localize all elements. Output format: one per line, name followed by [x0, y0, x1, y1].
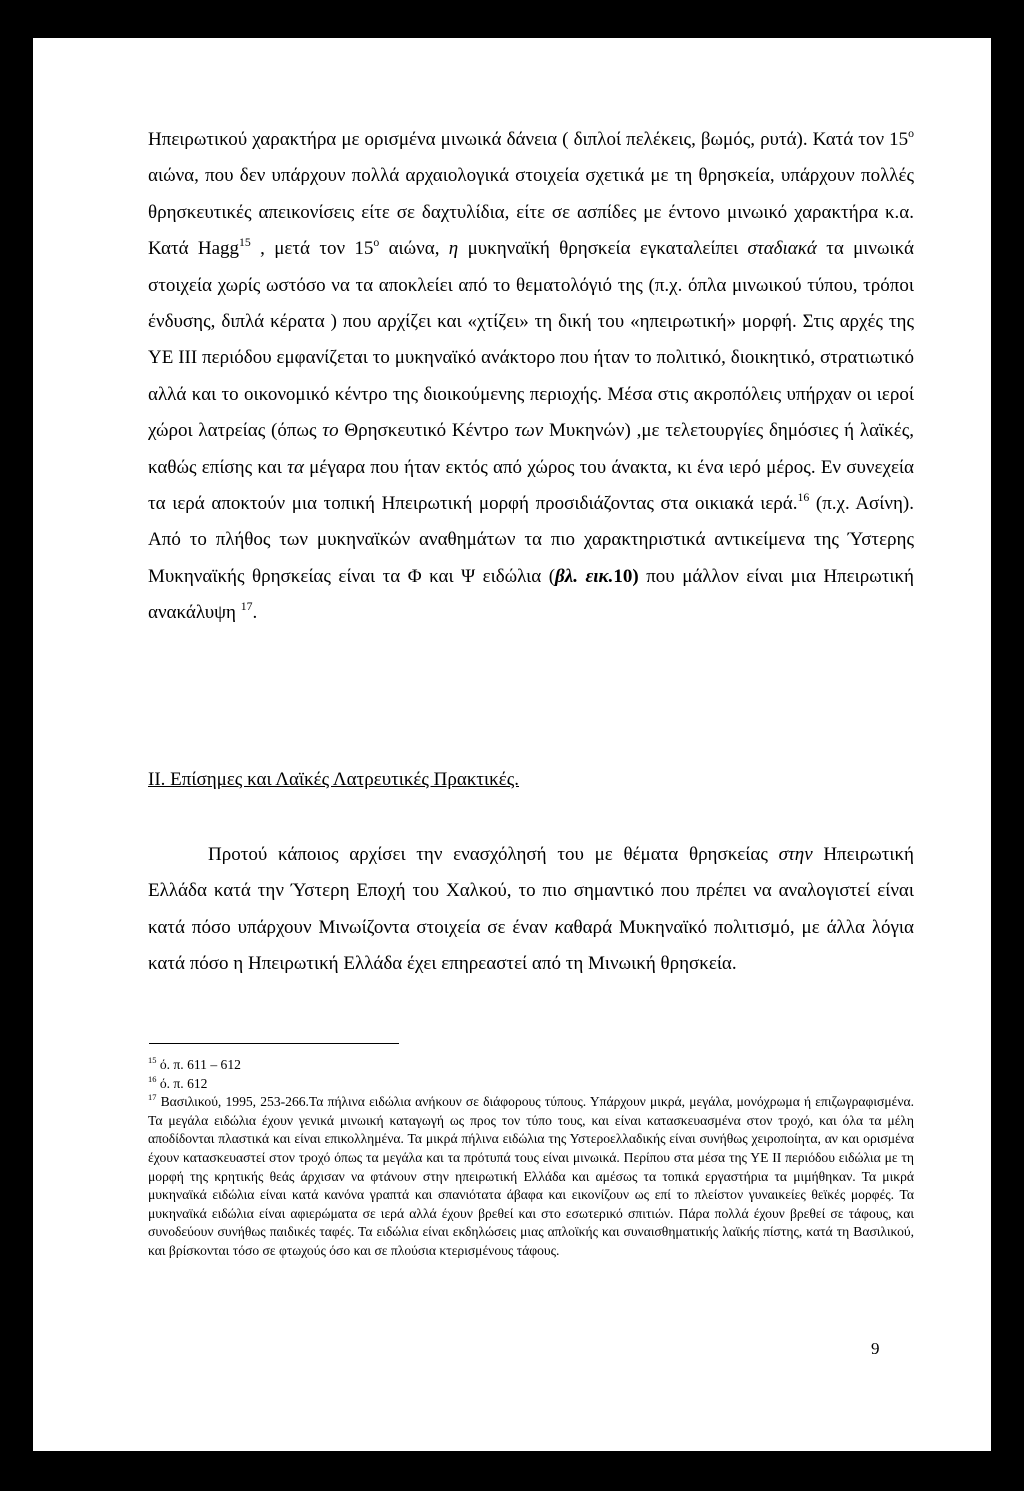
page-number: 9 [871, 1339, 880, 1358]
bold-run: 10) [613, 565, 639, 587]
text-run: Προτού κάποιος αρχίσει την ενασχόλησή του με θέματα θρησκείας [208, 844, 779, 865]
text-run: που μάλλον είναι μια Ηπειρωτική ανακάλυψη [148, 565, 914, 624]
text-run: Μυκηνών) ,με τελετουργίες δημόσιες ή λαϊκές, καθώς επίσης και [148, 420, 914, 478]
body-paragraph-2 [148, 837, 914, 983]
footnote-text: Βασιλικού, 1995, 253-266.Τα πήλινα ειδώλια ανήκουν σε διάφορους τύπους. Υπάρχουν μικρά, μεγάλα, μονόχρωμα ή επιζωγραφισμένα. Τα μεγάλα ειδώλια έχουν γενικά μινωική καταγωγή ως προς τον τύπο τους, και είναι κατασκευασμένα στον τροχό, και όλα τα μέλη αποδίδονται πλαστικά και είναι επικολλημένα. Τα μικρά πήλινα ειδώλια της Υστεροελλαδικής είναι συνήθως χειροποίητα, αν και ορισμένα έχουν κατασκευαστεί στον τροχό όπως τα μεγάλα και τα πρότυπά τους είναι μινωικά. Περίπου στα μέσα της ΥΕ ΙΙ περιόδου ειδώλια με τη μορφή της κρητικής θεάς άρχισαν να φτάνουν στην ηπειρωτική Ελλάδα και αμέσως τα τοπικά εργαστήρια τα μιμήθηκαν. Τα μικρά μυκηναϊκά ειδώλια είναι κατά κανόνα γραπτά και σπανιότατα άβαφα και εικονίζουν ως επί το πλείστον γυναικείες θεϊκές μορφές. Τα μυκηναϊκά ειδώλια είναι αφιερώματα σε ιερά αλλά έχουν βρεθεί και στο εσωτερικό σπιτιών. Πάρα πολλά έχουν βρεθεί σε τάφους, και συνοδεύουν συνήθως παιδικές ταφές. Τα ειδώλια είναι εκδηλώσεις μιας απλοϊκής και συναισθηματικής λαϊκής πίστης, κατά τη Βασιλικού, και βρίσκονται τόσο σε φτωχούς όσο και σε πλούσια κτερισμένους τάφους. [148, 1094, 914, 1258]
footnote-text: ό. π. 612 [156, 1075, 208, 1091]
footnote-number: 15 [148, 1055, 157, 1066]
footnote-ref-16: 16 [797, 490, 810, 504]
text-run: αιώνα, [379, 238, 449, 260]
ordinal-superscript: ο [373, 235, 380, 249]
text-run: , μετά τον 15 [250, 238, 374, 260]
text-run: Ηπειρωτικού χαρακτήρα με ορισμένα μινωικά δάνεια ( διπλοί πελέκεις, βωμός, ρυτά). Κατά τον 15 [148, 129, 909, 150]
text-run: μυκηναϊκή θρησκεία εγκαταλείπει [458, 238, 748, 260]
footnote-16 [148, 1075, 914, 1094]
italic-run: η [448, 238, 459, 260]
bold-italic-run: βλ. εικ. [555, 565, 614, 587]
footnote-15 [148, 1056, 914, 1075]
text-run: τα μινωικά στοιχεία χωρίς ωστόσο να τα αποκλείει από το θεματολόγιό της (π.χ. όπλα μινωικού τύπου, τρόποι ένδυσης, διπλά κέρατα ) που αρχίζει και «χτίζει» τη δική του «ηπειρωτική» μορφή. Στις αρχές της ΥΕ ΙΙΙ περιόδου εμφανίζεται το μυκηναϊκό ανάκτορο που ήταν το πολιτικό, διοικητικό, στρατιωτικό αλλά και το οικονομικό κέντρο της διοικούμενης περιοχής. Μέσα στις ακροπόλεις υπήρχαν οι ιεροί χώροι λατρείας (όπως [148, 238, 914, 442]
text-run: μέγαρα που ήταν εκτός από χώρος του άνακτα, κι ένα ιερό μέρος. Εν συνεχεία τα ιερά αποκτούν μια τοπική Ηπειρωτική μορφή προσιδιάζοντας στα οικιακά ιερά. [148, 456, 914, 515]
footnote-ref-15: 15 [239, 235, 251, 249]
body-paragraph-1 [148, 122, 914, 632]
footnote-ref-17: 17 [240, 600, 253, 614]
italic-run: σταδιακά [747, 238, 817, 260]
text-run: αιώνα, που δεν υπάρχουν πολλά αρχαιολογικά στοιχεία σχετικά με τη θρησκεία, υπάρχουν πολλές θρησκευτικές απεικονίσεις είτε σε δαχτυλίδια, είτε σε ασπίδες με έντονο μινωικό χαρακτήρα κ.α. Κατά Hagg [148, 165, 914, 260]
footnote-text: ό. π. 611 – 612 [156, 1057, 241, 1072]
text-run: . [252, 602, 258, 624]
text-run: Θρησκευτικό Κέντρο [338, 420, 515, 442]
text-run: αθαρά Μυκηναϊκό πολιτισμό, με άλλα λόγια κατά πόσο η Ηπειρωτική Ελλάδα έχει επηρεαστεί από τη Μινωική θρησκεία. [148, 916, 914, 975]
italic-run: το [322, 420, 339, 442]
text-run: (π.χ. Ασίνη). Από το πλήθος των μυκηναϊκών αναθημάτων τα πιο χαρακτηριστικά αντικείμενα της Ύστερης Μυκηναϊκής θρησκείας είναι τα Φ και Ψ ειδώλια ( [148, 493, 915, 587]
section-heading: II. Επίσημες και Λαϊκές Λατρευτικές Πρακτικές. [148, 769, 519, 790]
text-run: Ηπειρωτική Ελλάδα κατά την Ύστερη Εποχή του Χαλκού, το πιο σημαντικό που πρέπει να αναλογιστεί είναι κατά πόσο υπάρχουν Μινωίζοντα στοιχεία σε έναν [148, 844, 914, 938]
italic-run: στην [778, 844, 813, 865]
footnote-number: 16 [148, 1073, 157, 1084]
italic-run: τα [287, 456, 304, 478]
footnote-number: 17 [148, 1092, 157, 1103]
footnote-17 [148, 1093, 914, 1260]
document-page [33, 38, 991, 1451]
ordinal-superscript: ο [908, 126, 914, 140]
italic-run: των [514, 420, 544, 442]
footnote-separator [149, 1043, 399, 1044]
italic-run: κ [554, 916, 564, 938]
footnotes [148, 1056, 914, 1261]
